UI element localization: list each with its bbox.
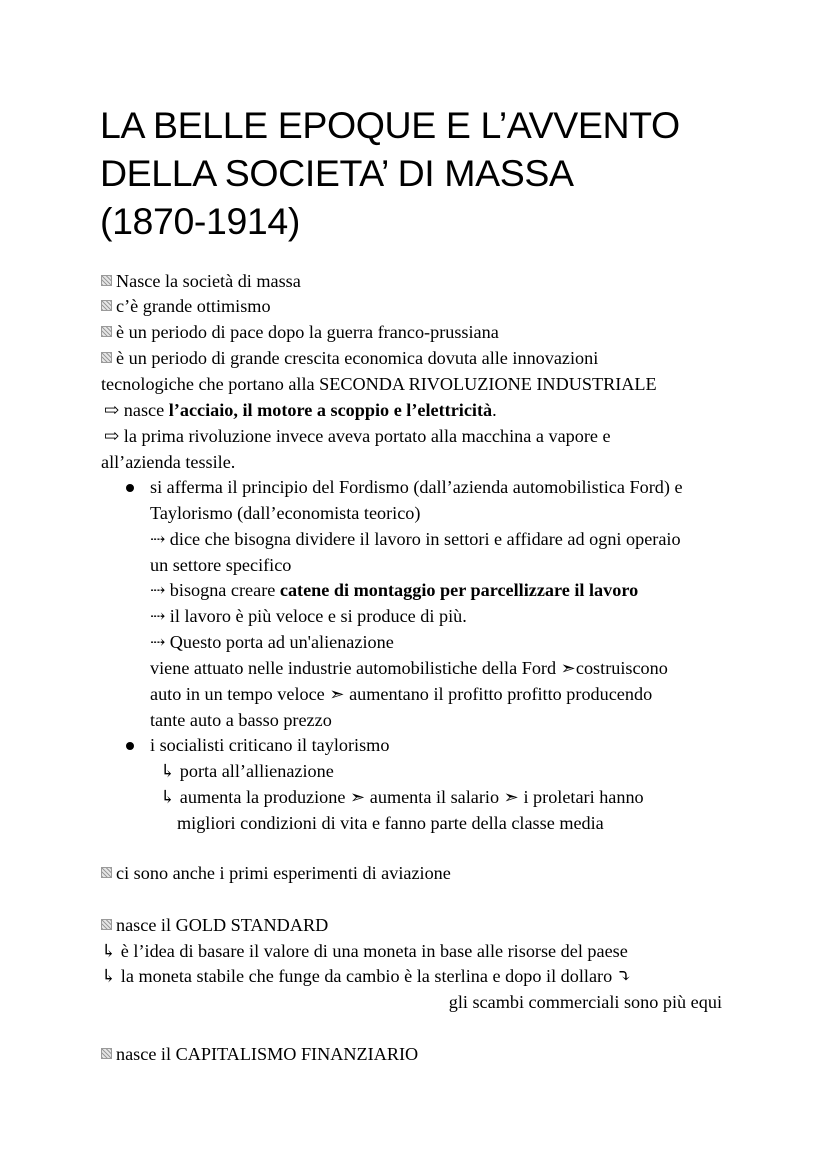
checkbox-square-icon	[101, 1048, 112, 1059]
socialists-item-2: ↳ aumenta la produzione ➣ aumenta il salario ➣ i proletari hanno	[160, 784, 644, 810]
gold-subitem-1: ↳ è l’idea di basare il valore di una moneta in base alle risorse del paese	[101, 938, 628, 964]
fordism-line-1: si afferma il principio del Fordismo (dall’azienda automobilistica Ford) e	[150, 477, 683, 497]
title-line-3: (1870-1914)	[100, 200, 300, 242]
bullet-icon	[126, 742, 134, 750]
checkbox-square-icon	[101, 352, 112, 363]
fordism-line-10: tante auto a basso prezzo	[150, 710, 332, 730]
intro-item-1: Nasce la società di massa	[101, 268, 301, 294]
triangle-arrow-icon: ➣	[329, 684, 345, 704]
fordism-item-2: ⇢ bisogna creare catene di montaggio per parcellizzare il lavoro	[150, 577, 638, 603]
right-arrow-icon: ⇨	[104, 426, 120, 446]
fordism-line-2: Taylorismo (dall’economista teorico)	[150, 503, 421, 523]
checkbox-square-icon	[101, 300, 112, 311]
fordism-item-1: ⇢ dice che bisogna dividere il lavoro in settori e affidare ad ogni operaio	[150, 526, 681, 552]
dashed-arrow-icon: ⇢	[150, 606, 166, 626]
capitalism-item: nasce il CAPITALISMO FINANZIARIO	[101, 1041, 418, 1067]
gold-standard-item: nasce il GOLD STANDARD	[101, 912, 328, 938]
emphasis-text: catene di montaggio per parcellizzare il lavoro	[279, 580, 639, 600]
dashed-arrow-icon: ⇢	[150, 580, 166, 600]
fordism-item-4: ⇢ Questo porta ad un'alienazione	[150, 629, 394, 655]
aviation-item: ci sono anche i primi esperimenti di aviazione	[101, 860, 451, 886]
down-arrow-icon: ⤵	[616, 966, 632, 986]
return-arrow-icon: ↳	[160, 761, 176, 781]
intro-arrow-item-2-cont: all’azienda tessile.	[101, 452, 236, 472]
triangle-arrow-icon: ➣	[350, 787, 366, 807]
dashed-arrow-icon: ⇢	[150, 529, 166, 549]
page-title	[100, 101, 790, 245]
title-line-2: DELLA SOCIETA’ DI MASSA	[100, 152, 574, 194]
checkbox-square-icon	[101, 326, 112, 337]
intro-item-4-cont: tecnologiche che portano alla SECONDA RIVOLUZIONE INDUSTRIALE	[101, 374, 657, 394]
bullet-icon	[126, 484, 134, 492]
intro-item-2: c’è grande ottimismo	[101, 293, 271, 319]
fordism-line-9: auto in un tempo veloce ➣ aumentano il profitto profitto producendo	[150, 681, 652, 707]
return-arrow-icon: ↳	[160, 787, 176, 807]
checkbox-square-icon	[101, 919, 112, 930]
fordism-line-8: viene attuato nelle industrie automobilistiche della Ford ➣costruiscono	[150, 655, 668, 681]
fordism-item-3: ⇢ il lavoro è più veloce e si produce di più.	[150, 603, 467, 629]
return-arrow-icon: ↳	[101, 941, 117, 961]
right-arrow-icon: ⇨	[104, 400, 120, 420]
title-line-1: LA BELLE EPOQUE E L’AVVENTO	[100, 104, 680, 146]
intro-item-4: è un periodo di grande crescita economica dovuta alle innovazioni	[101, 345, 598, 371]
triangle-arrow-icon: ➣	[560, 658, 576, 678]
intro-arrow-item-2: ⇨ la prima rivoluzione invece aveva portato alla macchina a vapore e	[104, 423, 611, 449]
dashed-arrow-icon: ⇢	[150, 632, 166, 652]
socialists-item-2-cont: migliori condizioni di vita e fanno parte della classe media	[177, 813, 604, 833]
gold-subitem-2-result: gli scambi commerciali sono più equi	[448, 992, 722, 1012]
socialists-line-1: i socialisti criticano il taylorismo	[150, 735, 390, 755]
gold-subitem-2: ↳ la moneta stabile che funge da cambio è la sterlina e dopo il dollaro ⤵	[101, 963, 632, 989]
return-arrow-icon: ↳	[101, 966, 117, 986]
checkbox-square-icon	[101, 867, 112, 878]
intro-arrow-item-1: ⇨ nasce l’acciaio, il motore a scoppio e l’elettricità.	[104, 397, 497, 423]
socialists-item-1: ↳ porta all’allienazione	[160, 758, 334, 784]
fordism-item-1-cont: un settore specifico	[150, 555, 292, 575]
emphasis-text: l’acciaio, il motore a scoppio e l’elettricità	[168, 400, 493, 420]
checkbox-square-icon	[101, 275, 112, 286]
triangle-arrow-icon: ➣	[503, 787, 519, 807]
intro-item-3: è un periodo di pace dopo la guerra franco-prussiana	[101, 319, 499, 345]
